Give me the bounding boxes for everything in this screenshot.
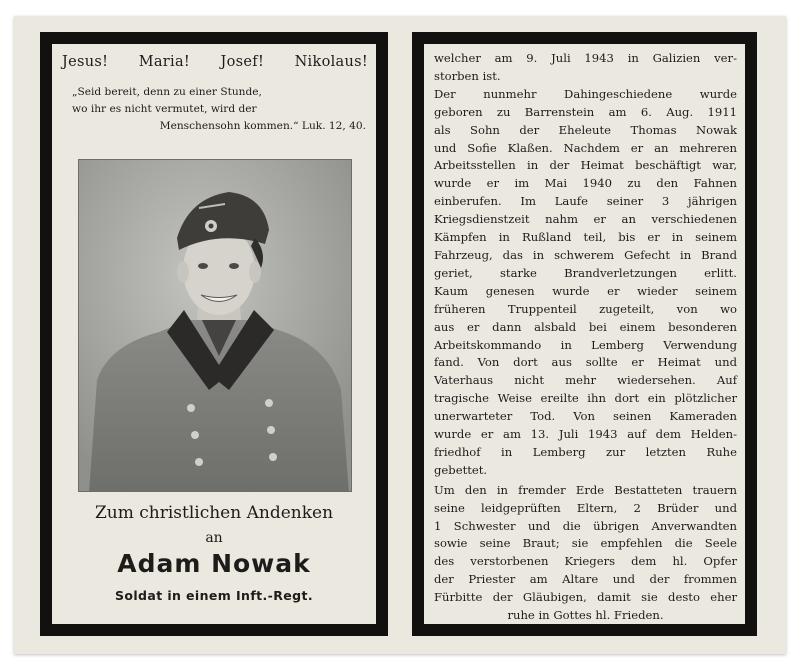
holy-names — [62, 54, 368, 70]
bio-line: ruhe in Gottes hl. Frieden. — [507, 608, 664, 623]
bio-line: Um den in fremder Erde Bestatteten trauern — [434, 482, 737, 497]
bio-line: des verstorbenen Kriegers dem hl. Opfer — [434, 554, 737, 569]
bio-line: Fahrzeug, das in schwerem Gefecht in Brand — [434, 247, 737, 262]
bio-line: Kriegsdienstzeit nahm er an verschiedenen — [434, 212, 737, 227]
bio-line: Der nunmehr Dahingeschiedene wurde — [434, 86, 737, 101]
bio-line: wurde er im Mai 1940 zu den Fahnen — [434, 176, 737, 191]
right-panel-inner — [424, 44, 745, 624]
bio-line: der Priester am Altare und der frommen — [434, 572, 737, 587]
bio-line: geriet, starke Brandverletzungen erlitt. — [434, 265, 737, 280]
holy-name-maria: Maria! — [138, 54, 191, 70]
bio-line: geboren zu Barrenstein am 6. Aug. 1911 — [434, 104, 737, 119]
bio-line: friedhof in Lemberg zur letzten Ruhe — [434, 444, 737, 459]
bio-line: Kämpfen in Rußland teil, bis er in seinem — [434, 230, 737, 245]
bio-line: wurde er am 13. Juli 1943 auf dem Helden- — [434, 427, 737, 442]
bio-line: als Sohn der Eheleute Thomas Nowak — [434, 122, 737, 137]
bio-line: unerwarteter Tod. Von seinen Kameraden — [434, 409, 737, 424]
verse-line: wo ihr es nicht vermutet, wird der — [72, 103, 257, 115]
memorial-heading: Zum christlichen Andenken — [94, 503, 334, 523]
left-panel — [40, 32, 388, 636]
bio-line: früheren Truppenteil zugeteilt, von wo — [434, 301, 737, 316]
biography-text — [434, 50, 737, 624]
holy-name-josef: Josef! — [220, 54, 265, 70]
bio-line: einberufen. Im Laufe seiner 3 jährigen — [434, 194, 737, 209]
deceased-name: Adam Nowak — [117, 549, 311, 578]
bio-line: tragische Weise ereilte ihn dort ein plötzlicher — [434, 391, 737, 406]
deceased-rank: Soldat in einem Inft.-Regt. — [114, 588, 314, 603]
bio-line: welcher am 9. Juli 1943 in Galizien ver- — [434, 51, 737, 65]
memorial-an: an — [205, 530, 223, 546]
bio-line: Arbeitsstellen in der Heimat beschäftigt war, — [434, 158, 737, 173]
bio-line: Kaum genesen wurde er wieder seinem — [434, 283, 737, 298]
bio-line: und Sofie Klaßen. Nachdem er an mehreren — [434, 140, 737, 155]
holy-name-nikolaus: Nikolaus! — [294, 54, 368, 70]
bio-line: 1 Schwester und die übrigen Anverwandten — [434, 518, 737, 533]
memorial-card — [14, 16, 786, 654]
soldier-portrait-photo — [78, 159, 352, 492]
right-panel — [412, 32, 757, 636]
verse-line: „Seid bereit, denn zu einer Stunde, — [72, 86, 262, 98]
soldier-portrait-illustration — [79, 160, 352, 492]
bio-line: aus er dann alsbald bei einem besonderen — [434, 319, 737, 334]
bio-line: sowie seine Braut; sie empfehlen die Seele — [434, 536, 737, 551]
bio-line: Vaterhaus nicht mehr wiedersehen. Auf — [434, 373, 737, 388]
bible-verse — [72, 84, 366, 135]
bio-line: Fürbitte der Gläubigen, damit sie desto eher — [434, 590, 737, 605]
bio-line: fand. Von dort aus sollte er Heimat und — [434, 355, 737, 370]
bio-line: seine leidgeprüften Eltern, 2 Brüder und — [434, 500, 737, 515]
bio-line: gebettet. — [434, 462, 488, 477]
holy-name-jesus: Jesus! — [62, 54, 109, 70]
verse-line: Menschensohn kommen.“ Luk. 12, 40. — [159, 120, 366, 132]
bio-line: Arbeitskommando in Lemberg Verwendung — [434, 337, 737, 352]
left-panel-inner — [52, 44, 376, 624]
bio-line: storben ist. — [434, 68, 501, 83]
